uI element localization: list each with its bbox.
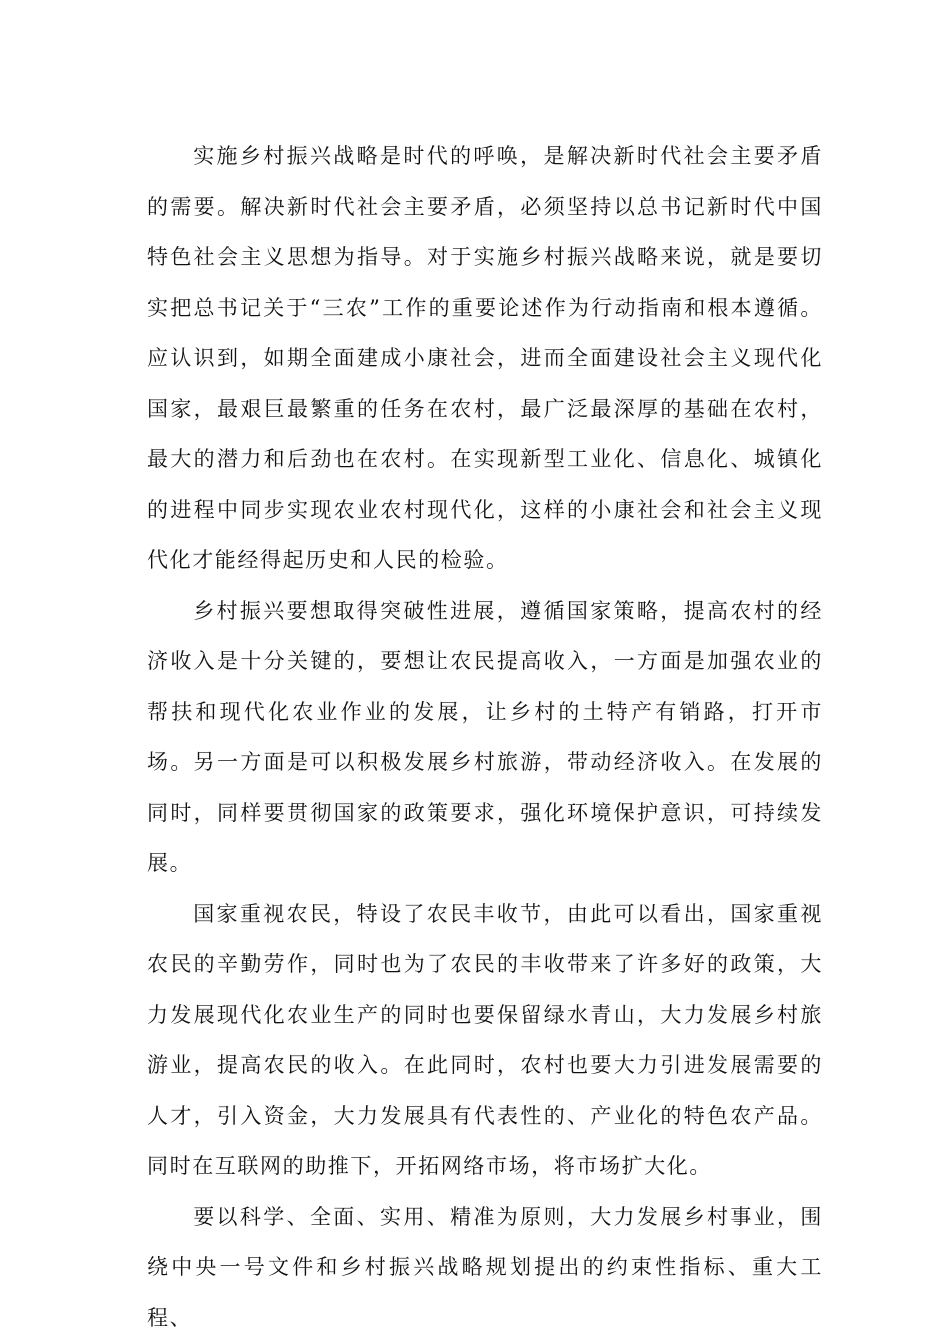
document-body <box>147 131 823 1343</box>
paragraph-3: 国家重视农民，特设了农民丰收节，由此可以看出，国家重视农民的辛勤劳作，同时也为了农民的丰收带来了许多好的政策，大力发展现代化农业生产的同时也要保留绿水青山，大力发展乡村旅游业，提高农民的收入。在此同时，农村也要大力引进发展需要的人才，引入资金，大力发展具有代表性的、产业化的特色农产品。同时在互联网的助推下，开拓网络市场，将市场扩大化。 <box>147 901 823 1178</box>
paragraph-1: 实施乡村振兴战略是时代的呼唤，是解决新时代社会主要矛盾的需要。解决新时代社会主要矛盾，必须坚持以总书记新时代中国特色社会主义思想为指导。对于实施乡村振兴战略来说，就是要切实把总书记关于“三农”工作的重要论述作为行动指南和根本遵循。应认识到，如期全面建成小康社会，进而全面建设社会主义现代化国家，最艰巨最繁重的任务在农村，最广泛最深厚的基础在农村，最大的潜力和后劲也在农村。在实现新型工业化、信息化、城镇化的进程中同步实现农业农村现代化，这样的小康社会和社会主义现代化才能经得起历史和人民的检验。 <box>147 144 823 572</box>
paragraph-4: 要以科学、全面、实用、精准为原则，大力发展乡村事业，围绕中央一号文件和乡村振兴战略规划提出的约束性指标、重大工程、 <box>147 1204 823 1330</box>
paragraph-2: 乡村振兴要想取得突破性进展，遵循国家策略，提高农村的经济收入是十分关键的，要想让农民提高收入，一方面是加强农业的帮扶和现代化农业作业的发展，让乡村的土特产有销路，打开市场。另一方面是可以积极发展乡村旅游，带动经济收入。在发展的同时，同样要贯彻国家的政策要求，强化环境保护意识，可持续发展。 <box>147 598 823 875</box>
